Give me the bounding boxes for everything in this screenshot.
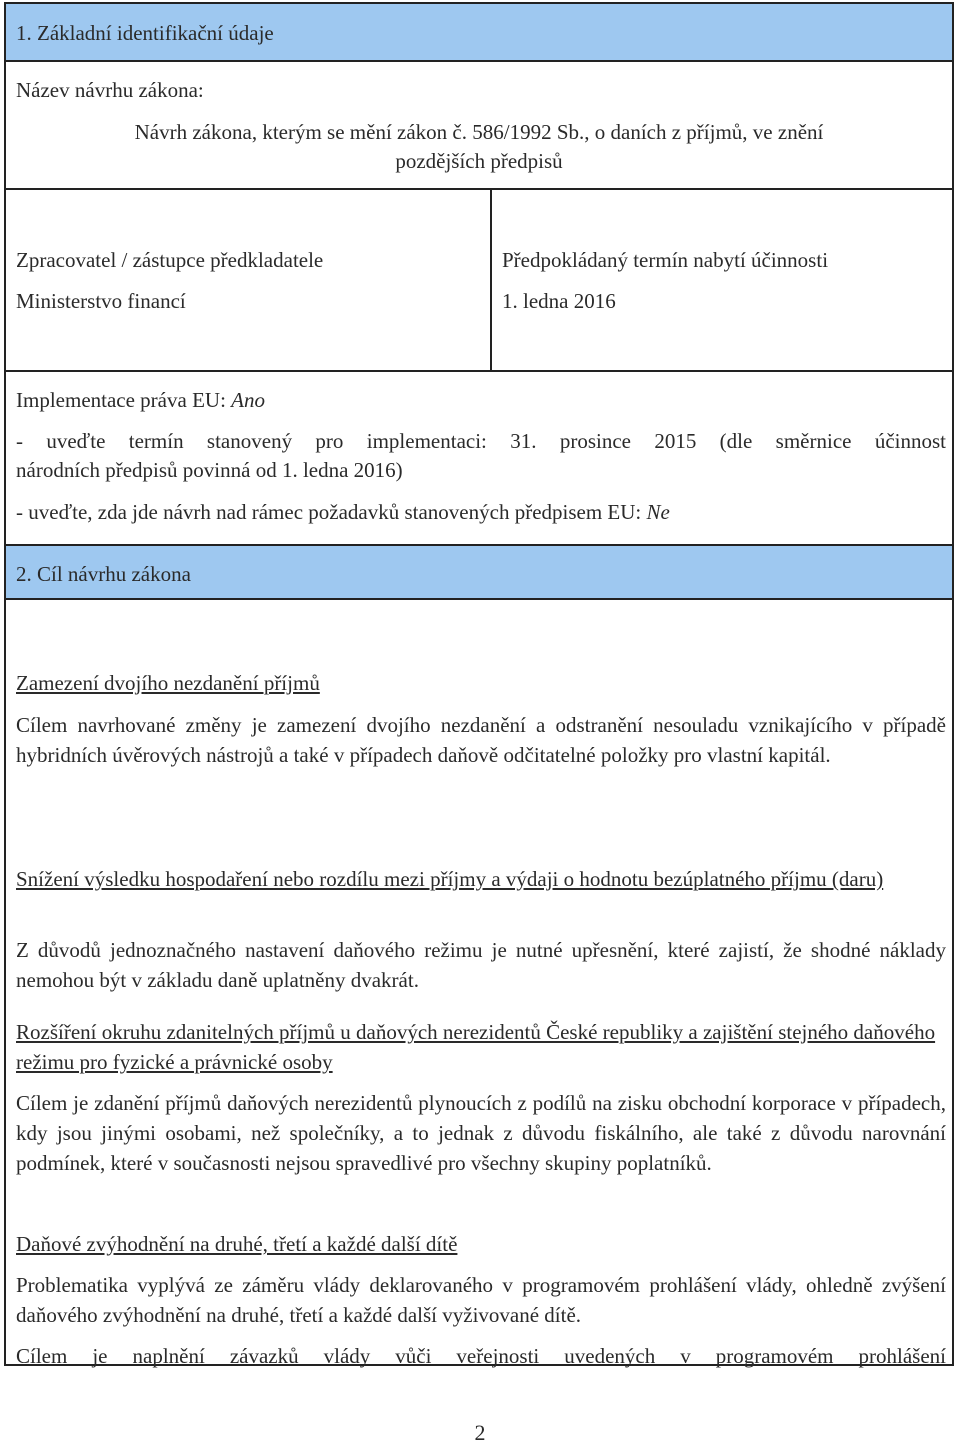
page-number: 2: [474, 1420, 486, 1445]
eu-implementation-label: Implementace práva EU:: [16, 388, 232, 412]
identification-table: [4, 2, 954, 1366]
goal-title-4: Daňové zvýhodnění na druhé, třetí a každé další dítě: [16, 1232, 458, 1256]
section2-heading: 2. Cíl návrhu zákona: [6, 544, 952, 600]
goal-text-4b: Cílem je naplnění závazků vlády vůči veřejnosti uvedených v programovém prohlášení: [16, 1344, 946, 1368]
processor-label: Zpracovatel / zástupce předkladatele: [16, 248, 324, 272]
eu-beyond-value: Ne: [646, 500, 670, 524]
goal-text-4: Problematika vyplývá ze záměru vlády deklarovaného v programovém prohlášení vlády, ohledně zvýšení daňového zvýhodnění na druhé, třetí a každé další vyživované dítě.: [16, 1273, 946, 1327]
section1-heading: 1. Základní identifikační údaje: [6, 4, 952, 62]
column-divider: [490, 190, 492, 370]
goal-text-3: Cílem je zdanění příjmů daňových nerezidentů plynoucích z podílů na zisku obchodní korporace v případech, kdy jsou jinými osobami, než společníky, a to jednak z důvodu fiskálního, ale také z důvodu narovnání podmínek, které v současnosti nejsou spravedlivé pro všechny skupiny poplatníků.: [16, 1091, 946, 1175]
processor-value: Ministerstvo financí: [16, 289, 186, 313]
eu-beyond: [16, 500, 670, 525]
goal-title-1: Zamezení dvojího nezdanění příjmů: [16, 671, 320, 695]
goal-title-2: Snížení výsledku hospodaření nebo rozdílu mezi příjmy a výdaji o hodnotu bezúplatného příjmu (daru): [16, 867, 884, 891]
goal-title-3: Rozšíření okruhu zdanitelných příjmů u daňových nerezidentů České republiky a zajištění stejného daňového režimu pro fyzické a právnické osoby: [16, 1020, 936, 1074]
bill-title-line2: pozdějších předpisů: [395, 149, 563, 173]
eu-implementation: [16, 388, 265, 413]
eu-beyond-label: - uveďte, zda jde návrh nad rámec požadavků stanovených předpisem EU:: [16, 500, 647, 524]
row-divider: [6, 370, 952, 372]
row-divider: [6, 188, 952, 190]
eu-term-line1: - uveďte termín stanovený pro implementaci: 31. prosince 2015 (dle směrnice účinnost: [16, 429, 946, 453]
bill-title-line1: Návrh zákona, kterým se mění zákon č. 586/1992 Sb., o daních z příjmů, ve znění: [134, 120, 824, 144]
goal-text-1: Cílem navrhované změny je zamezení dvojího nezdanění a odstranění nesouladu vznikajícího v případě hybridních úvěrových nástrojů a také v případech daňově odčitatelné položky pro vlastní kapitál.: [16, 713, 946, 767]
bill-title-label: Název návrhu zákona:: [16, 78, 204, 102]
eu-implementation-value: Ano: [231, 388, 265, 412]
goal-text-2: Z důvodů jednoznačného nastavení daňového režimu je nutné upřesnění, které zajistí, že shodné náklady nemohou být v základu daně uplatněny dvakrát.: [16, 938, 946, 992]
effect-date-label: Předpokládaný termín nabytí účinnosti: [502, 248, 829, 272]
eu-term-line2: národních předpisů povinná od 1. ledna 2016): [16, 458, 403, 482]
effect-date-value: 1. ledna 2016: [502, 289, 616, 313]
